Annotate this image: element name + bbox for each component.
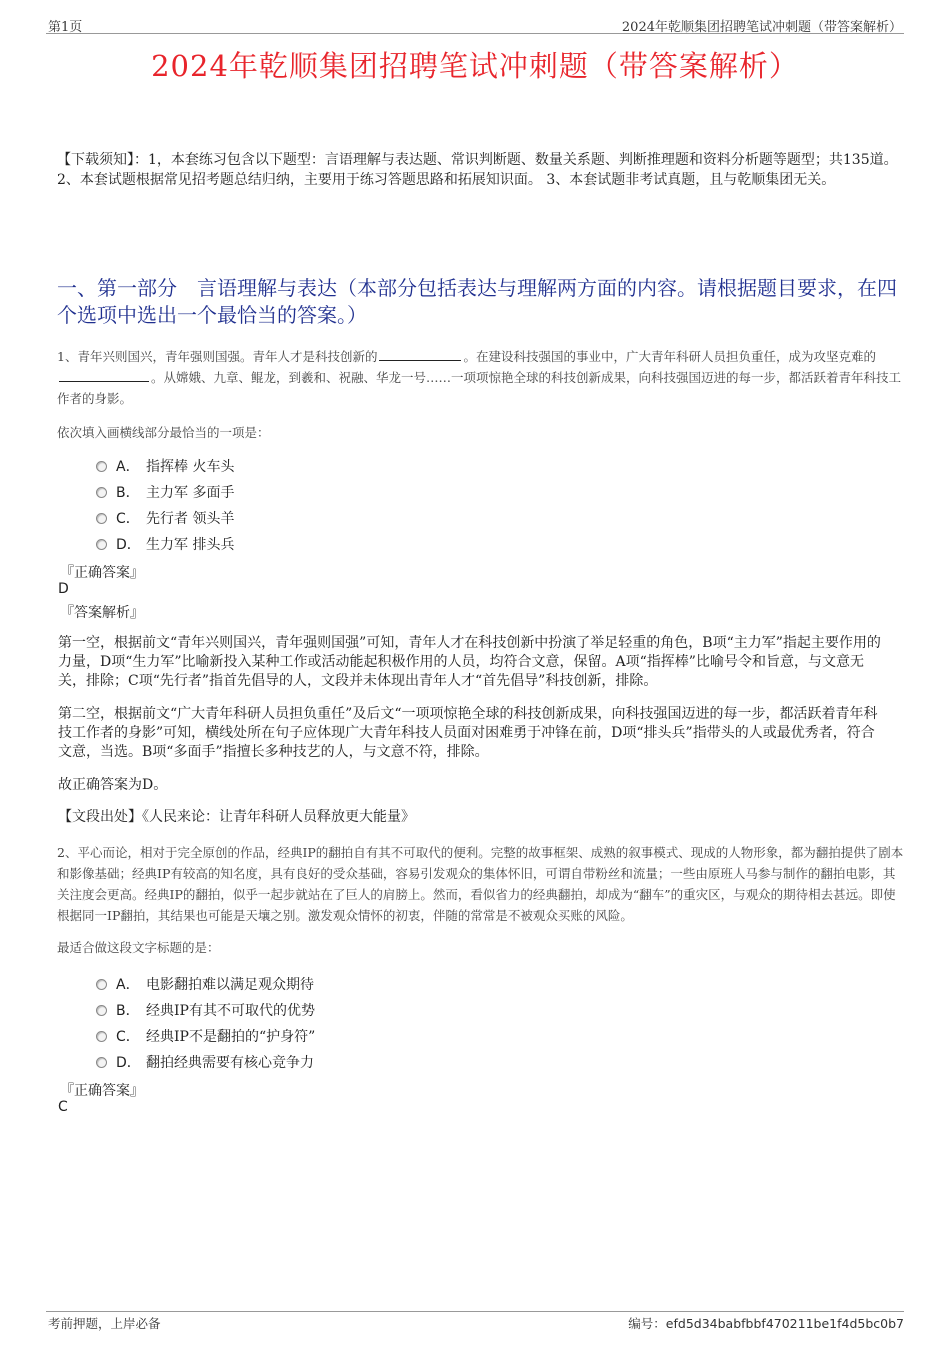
question-1-stem: [57, 346, 904, 409]
question-2-prompt: 最适合做这段文字标题的是：: [57, 940, 220, 955]
q1-answer: D: [58, 581, 69, 597]
q1-text-b: 。在建设科技强国的事业中，广大青年科研人员担负重任，成为攻坚克难的: [463, 349, 876, 364]
q1-analysis-paragraph-2: 第二空，根据前文“广大青年科研人员担负重任”及后文“一项项惊艳全球的科技创新成果，向科技强国迈进的每一步，都活跃着青年科技工作者的身影”可知，横线处所在句子应体现广大青年科技人员面对困难勇于冲锋在前，D项“排头兵”指带头的人或最优秀者，符合文意，当选。B项“多面手”指擅长多种技艺的人，与文意不符，排除。: [58, 706, 878, 760]
radio-icon[interactable]: [96, 1057, 107, 1068]
q1-option-b[interactable]: B． 主力军 多面手: [96, 482, 234, 502]
q1-option-d[interactable]: D． 生力军 排头兵: [96, 534, 234, 554]
page-number: 第1页: [48, 20, 83, 35]
q2-answer-label: 『正确答案』: [60, 1083, 144, 1099]
document-code: 编号：efd5d34babfbbf470211be1f4d5bc0b7: [628, 1316, 904, 1331]
fill-blank-1: [379, 348, 461, 361]
q1-source: 【文段出处】《人民来论：让青年科研人员释放更大能量》: [58, 809, 415, 825]
radio-icon[interactable]: [96, 513, 107, 524]
radio-icon[interactable]: [96, 979, 107, 990]
radio-icon[interactable]: [96, 1031, 107, 1042]
q2-option-c[interactable]: C． 经典IP不是翻拍的“护身符”: [96, 1026, 315, 1046]
q2-option-a-row[interactable]: A． 电影翻拍难以满足观众期待: [96, 974, 314, 994]
q1-analysis-paragraph-1: 第一空，根据前文“青年兴则国兴，青年强则国强”可知，青年人才在科技创新中扮演了举足轻重的角色，B项“主力军”指起主要作用的力量，D项“生力军”比喻新投入某种工作或活动能起积极作用的人员，均符合文意，保留。A项“指挥棒”比喻号令和旨意，与文意无关，排除；C项“先行者”指首先倡导的人，文段并未体现出青年人才“首先倡导”科技创新，排除。: [58, 635, 881, 689]
q2-answer: C: [58, 1099, 68, 1115]
q1-text-a: 1、青年兴则国兴，青年强则国强。青年人才是科技创新的: [57, 349, 378, 364]
running-title: 2024年乾顺集团招聘笔试冲刺题（带答案解析）: [621, 20, 902, 35]
radio-icon[interactable]: [96, 1005, 107, 1016]
q1-option-c[interactable]: C． 先行者 领头羊: [96, 508, 234, 528]
radio-icon[interactable]: [96, 461, 107, 472]
q1-option-a[interactable]: A． 指挥棒 火车头: [96, 456, 234, 476]
document-title: 2024年乾顺集团招聘笔试冲刺题（带答案解析）: [151, 49, 799, 83]
q1-answer-label: 『正确答案』: [60, 565, 144, 581]
question-1-prompt: 依次填入画横线部分最恰当的一项是：: [57, 425, 270, 440]
q1-analysis-label: 『答案解析』: [60, 605, 144, 621]
header-divider: [46, 33, 904, 34]
fill-blank-2: [59, 369, 149, 382]
q2-option-d[interactable]: D． 翻拍经典需要有核心竞争力: [96, 1052, 314, 1072]
footer-divider: [46, 1311, 904, 1312]
q1-conclusion: 故正确答案为D。: [58, 777, 168, 793]
question-2-stem: 2、平心而论，相对于完全原创的作品，经典IP的翻拍自有其不可取代的便利。完整的故事框架、成熟的叙事模式、现成的人物形象，都为翻拍提供了剧本和影像基础；经典IP有较高的知名度，具有良好的受众基础，容易引发观众的集体怀旧，可谓自带粉丝和流量；一些由原班人马参与制作的翻拍电影，其关注度会更高。经典IP的翻拍，似乎一起步就站在了巨人的肩膀上。然而，看似省力的经典翻拍，却成为“翻车”的重灾区，与观众的期待相去甚远。即使根据同一IP翻拍，其结果也可能是天壤之别。激发观众情怀的初衷，伴随的常常是不被观众买账的风险。: [57, 845, 904, 923]
radio-icon[interactable]: [96, 487, 107, 498]
radio-icon[interactable]: [96, 539, 107, 550]
footer-slogan: 考前押题，上岸必备: [48, 1316, 161, 1331]
q1-text-c: 。从嫦娥、九章、鲲龙，到羲和、祝融、华龙一号……一项项惊艳全球的科技创新成果，向科技强国迈进的每一步，都活跃着青年科技工作者的身影。: [57, 370, 902, 406]
q2-option-b[interactable]: B． 经典IP有其不可取代的优势: [96, 1000, 315, 1020]
download-notice: 【下载须知】：1，本套练习包含以下题型：言语理解与表达题、常识判断题、数量关系题、判断推理题和资料分析题等题型；共135道。 2、本套试题根据常见招考题总结归纳，主要用于练习答题思路和拓展知识面。 3、本套试题非考试真题，且与乾顺集团无关。: [57, 152, 898, 188]
section-heading: 一、第一部分 言语理解与表达（本部分包括表达与理解两方面的内容。请根据题目要求，在四个选项中选出一个最恰当的答案。）: [57, 276, 897, 327]
